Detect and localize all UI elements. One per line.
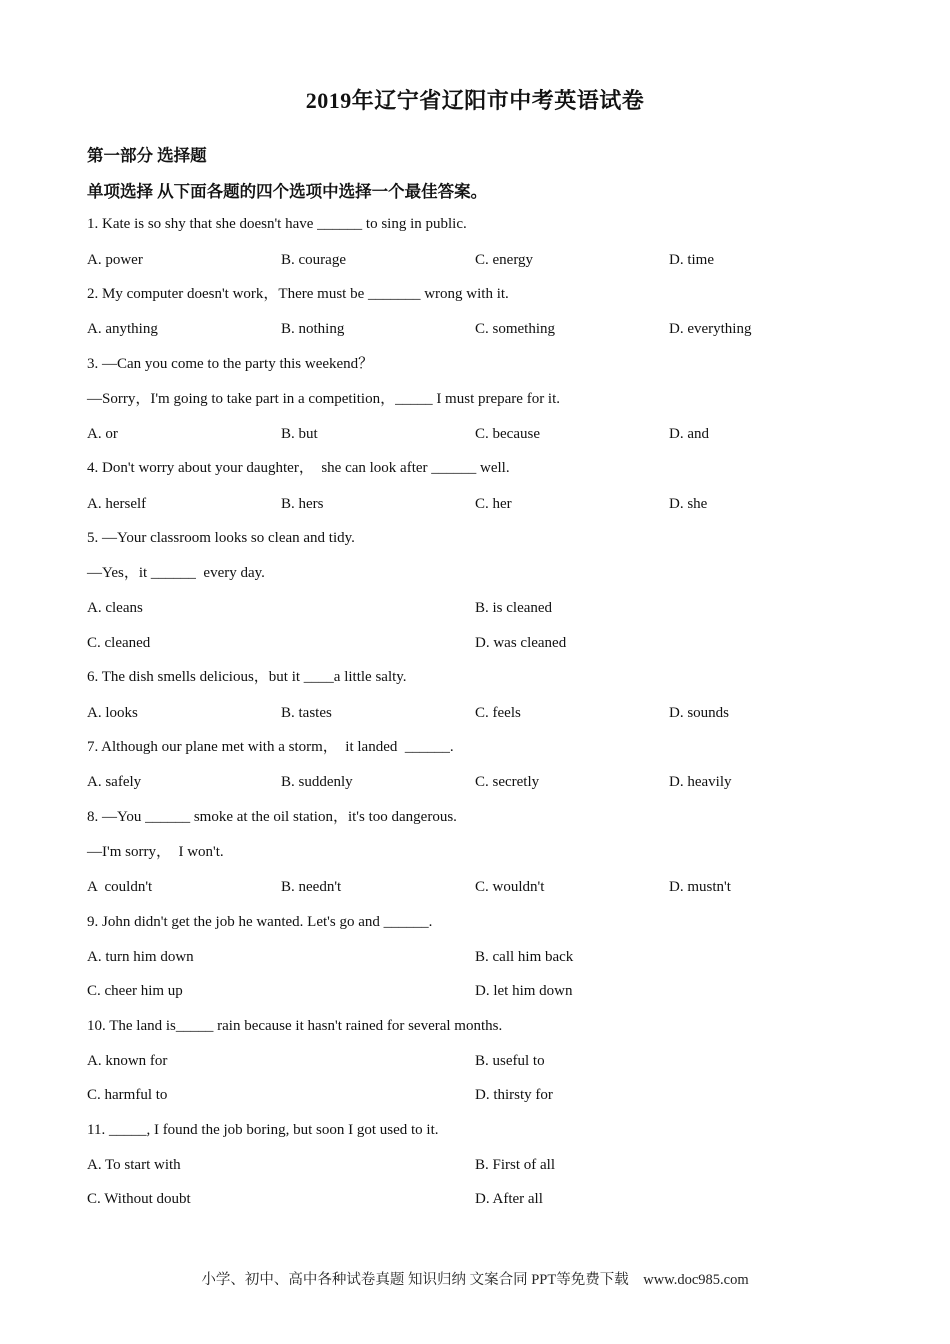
q8-option-a: A couldn't	[87, 879, 153, 895]
exam-title: 2019年辽宁省辽阳市中考英语试卷	[305, 88, 645, 113]
q4-option-d: D. she	[669, 496, 708, 512]
q9-option-a: A. turn him down	[87, 949, 194, 965]
q10-option-d: D. thirsty for	[475, 1087, 553, 1103]
q1-option-d: D. time	[669, 252, 714, 268]
q9-option-b: B. call him back	[475, 949, 574, 965]
q1-option-b: B. courage	[281, 252, 346, 268]
q6-option-b: B. tastes	[281, 705, 332, 721]
q11-option-a: A. To start with	[87, 1157, 181, 1173]
q11-option-c: C. Without doubt	[87, 1191, 191, 1207]
q3-option-c: C. because	[475, 426, 540, 442]
section-instruction: 单项选择 从下面各题的四个选项中选择一个最佳答案。	[87, 182, 488, 201]
q9-option-d: D. let him down	[475, 983, 573, 999]
q1-option-a: A. power	[87, 252, 143, 268]
q7-option-c: C. secretly	[475, 774, 540, 790]
question-11-stem: 11. _____, I found the job boring, but soon I got used to it.	[87, 1122, 439, 1138]
question-3-reply: —Sorry，I'm going to take part in a competition，_____ I must prepare for it.	[87, 391, 561, 407]
q6-option-d: D. sounds	[669, 705, 730, 721]
q1-option-c: C. energy	[475, 252, 534, 268]
q9-option-c: C. cheer him up	[87, 983, 183, 999]
q3-option-a: A. or	[87, 426, 118, 442]
q7-option-d: D. heavily	[669, 774, 732, 790]
q7-option-b: B. suddenly	[281, 774, 353, 790]
q6-option-c: C. feels	[475, 705, 521, 721]
q2-option-b: B. nothing	[281, 321, 345, 337]
page-footer: 小学、初中、高中各种试卷真题 知识归纳 文案合同 PPT等免费下载 www.doc985.com	[201, 1272, 749, 1288]
q5-option-a: A. cleans	[87, 600, 143, 616]
question-5-reply: —Yes，it ______ every day.	[87, 565, 265, 581]
part-heading: 第一部分 选择题	[87, 146, 207, 165]
q2-option-c: C. something	[475, 321, 556, 337]
question-7-stem: 7. Although our plane met with a storm， it landed ______.	[87, 739, 454, 755]
question-4-stem: 4. Don't worry about your daughter， she can look after ______ well.	[87, 460, 510, 476]
q2-option-d: D. everything	[669, 321, 752, 337]
question-8-stem: 8. —You ______ smoke at the oil station，it's too dangerous.	[87, 809, 457, 825]
q10-option-b: B. useful to	[475, 1053, 545, 1069]
question-2-stem: 2. My computer doesn't work，There must be _______ wrong with it.	[87, 286, 509, 302]
q5-option-c: C. cleaned	[87, 635, 151, 651]
q10-option-a: A. known for	[87, 1053, 168, 1069]
q11-option-d: D. After all	[475, 1191, 543, 1207]
q4-option-a: A. herself	[87, 496, 147, 512]
q5-option-d: D. was cleaned	[475, 635, 567, 651]
question-5-stem: 5. —Your classroom looks so clean and tidy.	[87, 530, 355, 546]
q8-option-c: C. wouldn't	[475, 879, 545, 895]
q4-option-b: B. hers	[281, 496, 324, 512]
question-3-stem: 3. —Can you come to the party this weekend？	[87, 356, 374, 372]
q3-option-b: B. but	[281, 426, 318, 442]
q6-option-a: A. looks	[87, 705, 138, 721]
q2-option-a: A. anything	[87, 321, 158, 337]
q8-option-b: B. needn't	[281, 879, 342, 895]
question-9-stem: 9. John didn't get the job he wanted. Let's go and ______.	[87, 914, 433, 930]
q11-option-b: B. First of all	[475, 1157, 556, 1173]
question-6-stem: 6. The dish smells delicious，but it ____a little salty.	[87, 669, 407, 685]
q5-option-b: B. is cleaned	[475, 600, 553, 616]
question-1-stem: 1. Kate is so shy that she doesn't have ______ to sing in public.	[87, 216, 467, 232]
q3-option-d: D. and	[669, 426, 709, 442]
question-10-stem: 10. The land is_____ rain because it hasn't rained for several months.	[87, 1018, 503, 1034]
q8-option-d: D. mustn't	[669, 879, 731, 895]
question-8-reply: —I'm sorry， I won't.	[87, 844, 224, 860]
q4-option-c: C. her	[475, 496, 512, 512]
q7-option-a: A. safely	[87, 774, 142, 790]
q10-option-c: C. harmful to	[87, 1087, 168, 1103]
